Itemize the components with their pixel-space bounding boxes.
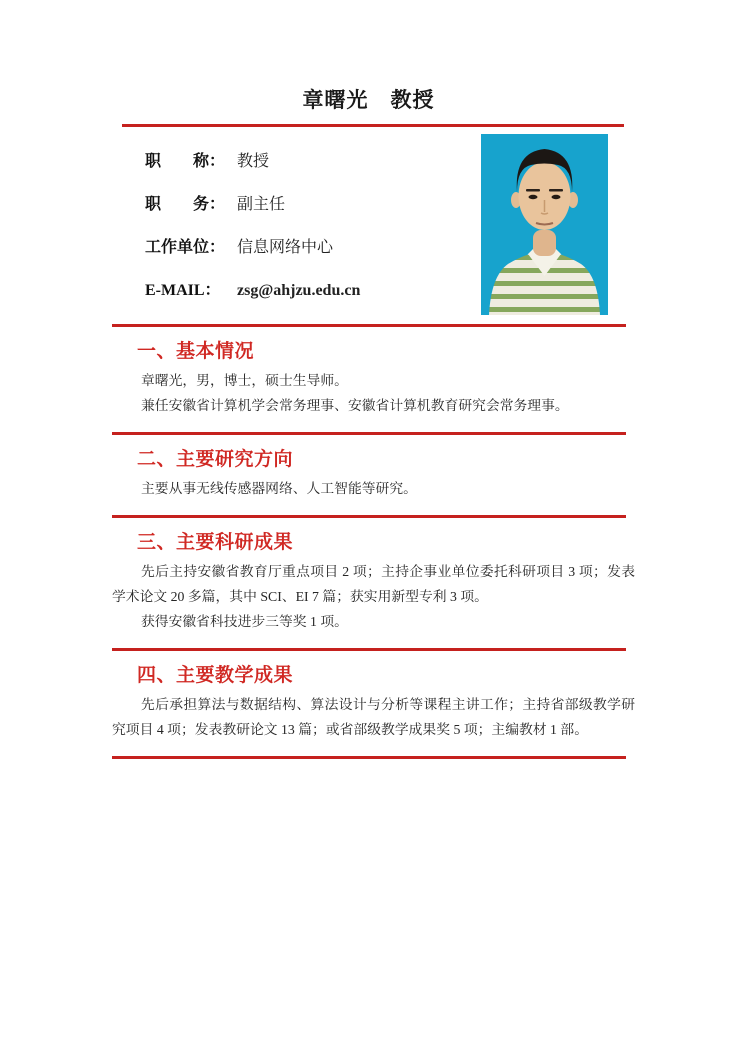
job-title-value: 教授 (237, 153, 270, 170)
section-heading: 一、基本情况 (137, 341, 255, 362)
section-paragraph: 章曙光，男，博士，硕士生导师。 (141, 373, 348, 388)
section-divider (112, 432, 626, 435)
section-paragraph: 获得安徽省科技进步三等奖 1 项。 (141, 614, 348, 629)
position-label: 职 务： (145, 196, 226, 213)
info-row-job-title (145, 152, 737, 171)
work-unit-label: 工作单位： (145, 239, 226, 256)
email-value: zsg@ahjzu.edu.cn (237, 282, 361, 299)
section-paragraph: 先后承担算法与数据结构、算法设计与分析等课程主讲工作；主持省部级教学研究项目 4 项；发表教研论文 13 篇；或省部级教学成果奖 5 项；主编教材 1 部。 (112, 697, 635, 737)
section-heading: 四、主要教学成果 (137, 665, 294, 686)
sections-container (0, 324, 737, 759)
section-basic-info (0, 324, 737, 418)
section-paragraph: 兼任安徽省计算机学会常务理事、安徽省计算机教育研究会常务理事。 (141, 398, 569, 413)
section-heading: 二、主要研究方向 (137, 449, 294, 470)
section-divider (112, 515, 626, 518)
work-unit-value: 信息网络中心 (237, 239, 334, 256)
section-paragraph: 先后主持安徽省教育厅重点项目 2 项；主持企事业单位委托科研项目 3 项；发表学术论文 20 多篇，其中 SCI、EI 7 篇；获实用新型专利 3 项。 (112, 564, 635, 604)
info-area (0, 127, 737, 300)
section-divider (112, 324, 626, 327)
section-research-achievements (0, 515, 737, 634)
portrait-photo (481, 134, 608, 315)
job-title-label: 职 称： (145, 153, 226, 170)
info-row-position (145, 195, 737, 214)
photo-face (519, 162, 571, 230)
bottom-divider (112, 756, 626, 759)
info-row-work-unit (145, 238, 737, 257)
section-heading: 三、主要科研成果 (137, 532, 294, 553)
page-title: 章曙光 教授 (302, 88, 435, 112)
position-value: 副主任 (237, 196, 286, 213)
section-divider (112, 648, 626, 651)
info-row-email (145, 281, 737, 300)
email-label: E-MAIL： (145, 282, 221, 299)
section-paragraph: 主要从事无线传感器网络、人工智能等研究。 (141, 481, 417, 496)
section-research-directions (0, 432, 737, 501)
section-teaching-achievements (0, 648, 737, 742)
